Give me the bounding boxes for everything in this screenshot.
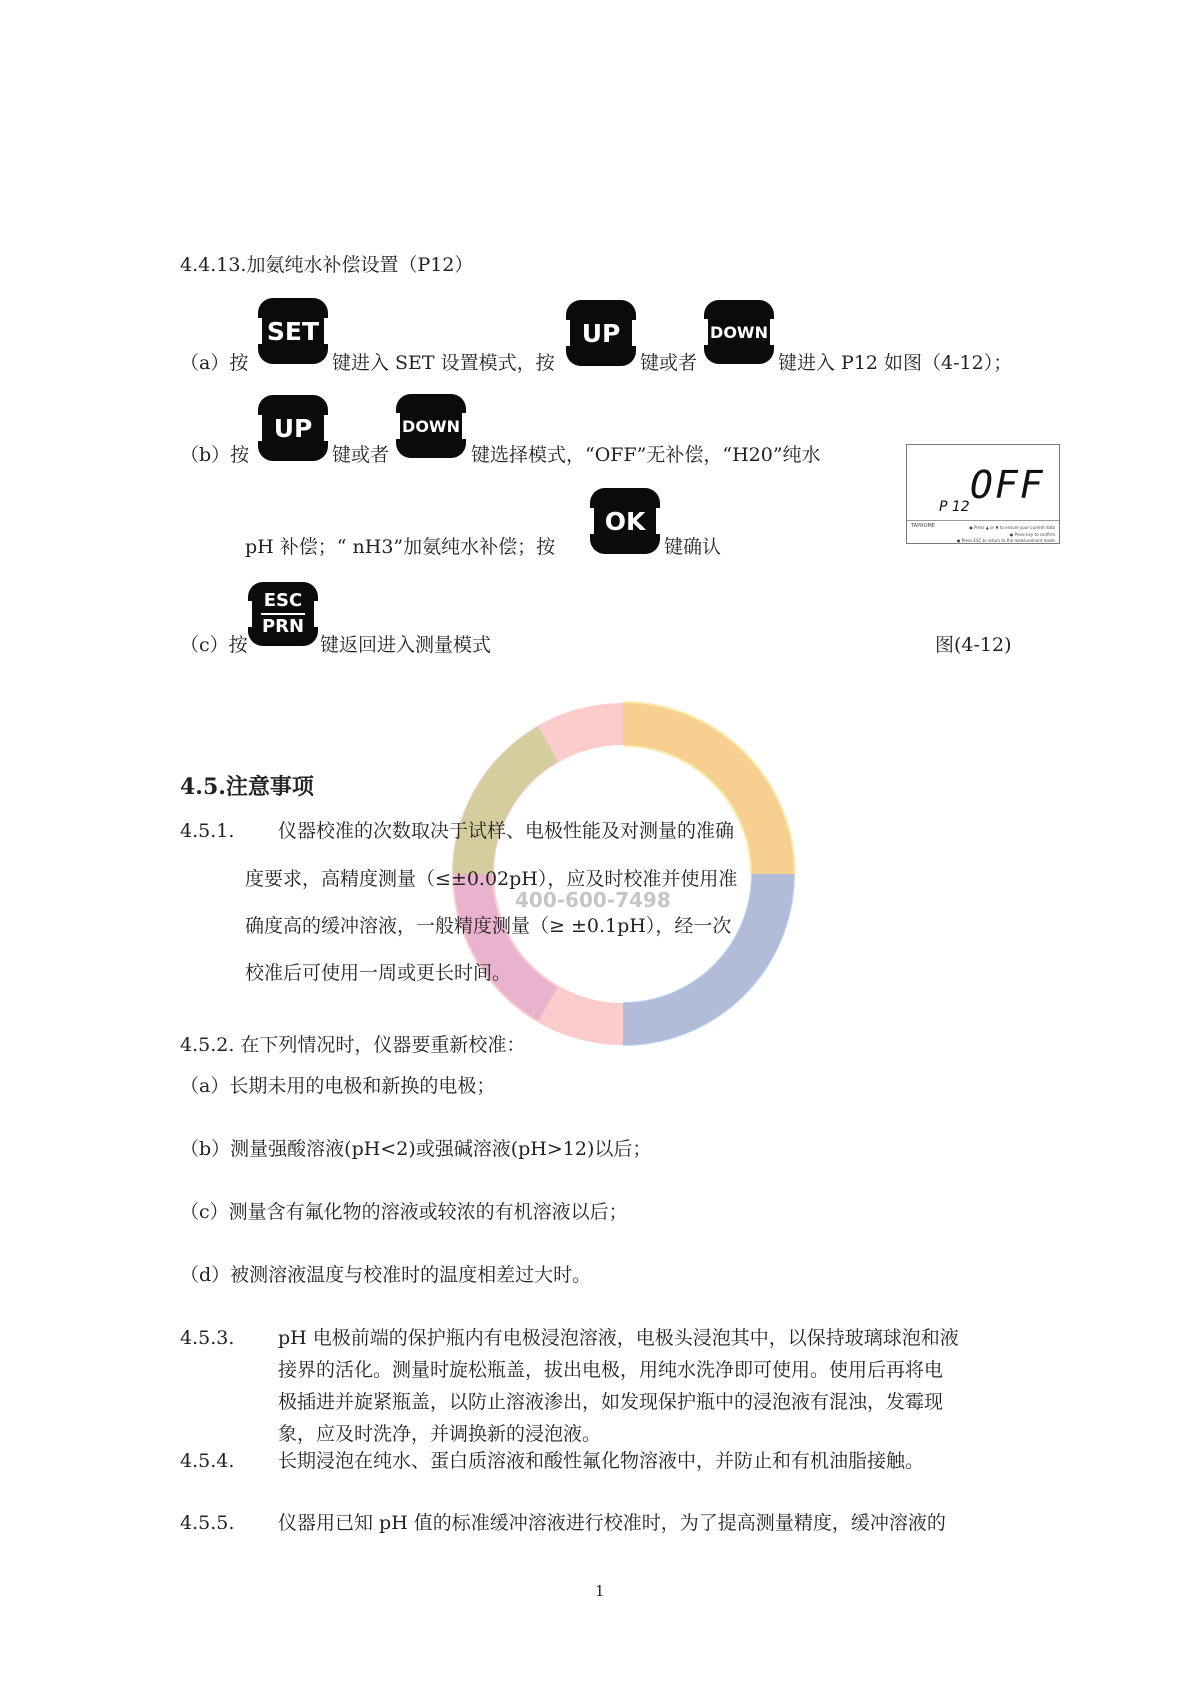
watermark-phone: 400-600-7498 — [515, 888, 671, 912]
note-453-line: 接界的活化。测量时旋松瓶盖，拔出电极，用纯水洗净即可使用。使用后再将电 — [278, 1359, 944, 1381]
step-b-text-2: 键选择模式，“OFF”无补偿，“H20”纯水 — [471, 444, 821, 466]
step-b-text-3: 键确认 — [664, 536, 722, 558]
note-453-line: 象，应及时洗净，并调换新的浸泡液。 — [278, 1423, 602, 1445]
note-451-line: 确度高的缓冲溶液，一般精度测量（≥ ±0.1pH），经一次 — [245, 915, 732, 937]
step-b-text-1: 键或者 — [332, 444, 390, 466]
up-key-icon: UP — [566, 300, 636, 366]
up-key-icon: UP — [258, 395, 328, 461]
note-452-title: 4.5.2. 在下列情况时，仪器要重新校准： — [180, 1034, 526, 1056]
step-a-prefix: （a）按 — [180, 352, 249, 374]
ok-key-icon: OK — [590, 488, 660, 554]
lcd-divider — [907, 520, 1059, 521]
lcd-note: ● Press key to confirm — [1009, 532, 1055, 537]
section-title: 4.4.13.加氨纯水补偿设置（P12） — [180, 254, 474, 276]
step-b-prefix: （b）按 — [180, 444, 250, 466]
step-a-text-1: 键进入 SET 设置模式，按 — [332, 352, 555, 374]
note-452-item: （d）被测溶液温度与校准时的温度相差过大时。 — [180, 1264, 592, 1286]
note-455-number: 4.5.5. — [180, 1512, 235, 1534]
page-number: 1 — [595, 1582, 605, 1600]
lcd-display-figure — [906, 444, 1060, 544]
set-key-icon: SET — [258, 298, 328, 364]
lcd-main-value: OFF — [970, 463, 1045, 507]
lcd-note: ● Press ESC to return to the measurement mode — [956, 538, 1055, 543]
step-b-line2: pH 补偿；“ nH3”加氨纯水补偿；按 — [245, 536, 556, 558]
note-451-line: 校准后可使用一周或更长时间。 — [245, 962, 512, 984]
lcd-param-label: P 12 — [939, 499, 970, 515]
note-452-item: （a）长期未用的电极和新换的电极； — [180, 1075, 496, 1097]
step-c-prefix: （c）按 — [180, 634, 248, 656]
note-451-line: 度要求，高精度测量（≤±0.02pH），应及时校准并使用准 — [245, 868, 738, 890]
down-key-icon: DOWN — [396, 394, 466, 458]
lcd-note: ● Press ▲ or ▼ to ensure your current data — [969, 525, 1055, 530]
note-452-item: （c）测量含有氟化物的溶液或较浓的有机溶液以后； — [180, 1201, 628, 1223]
lcd-brand: TAPROME — [911, 523, 935, 529]
esc-prn-key-icon: ESC PRN — [248, 582, 318, 646]
note-454-text: 长期浸泡在纯水、蛋白质溶液和酸性氟化物溶液中，并防止和有机油脂接触。 — [278, 1450, 925, 1472]
note-455-text: 仪器用已知 pH 值的标准缓冲溶液进行校准时，为了提高测量精度，缓冲溶液的 — [278, 1512, 946, 1534]
figure-caption: 图(4-12) — [935, 634, 1012, 656]
note-453-line: 极插进并旋紧瓶盖，以防止溶液渗出，如发现保护瓶中的浸泡液有混浊，发霉现 — [278, 1391, 944, 1413]
note-451-line: 仪器校准的次数取决于试样、电极性能及对测量的准确 — [278, 820, 735, 842]
note-454-number: 4.5.4. — [180, 1450, 235, 1472]
section-heading: 4.5.注意事项 — [180, 774, 314, 800]
note-452-item: （b）测量强酸溶液(pH<2)或强碱溶液(pH>12)以后； — [180, 1138, 652, 1160]
note-451-number: 4.5.1. — [180, 820, 235, 842]
note-453-line: pH 电极前端的保护瓶内有电极浸泡溶液，电极头浸泡其中，以保持玻璃球泡和液 — [278, 1327, 959, 1349]
note-453-number: 4.5.3. — [180, 1327, 235, 1349]
step-a-text-3: 键进入 P12 如图（4-12）； — [778, 352, 1013, 374]
step-c-text: 键返回进入测量模式 — [320, 634, 492, 656]
down-key-icon: DOWN — [704, 300, 774, 364]
step-a-text-2: 键或者 — [640, 352, 698, 374]
